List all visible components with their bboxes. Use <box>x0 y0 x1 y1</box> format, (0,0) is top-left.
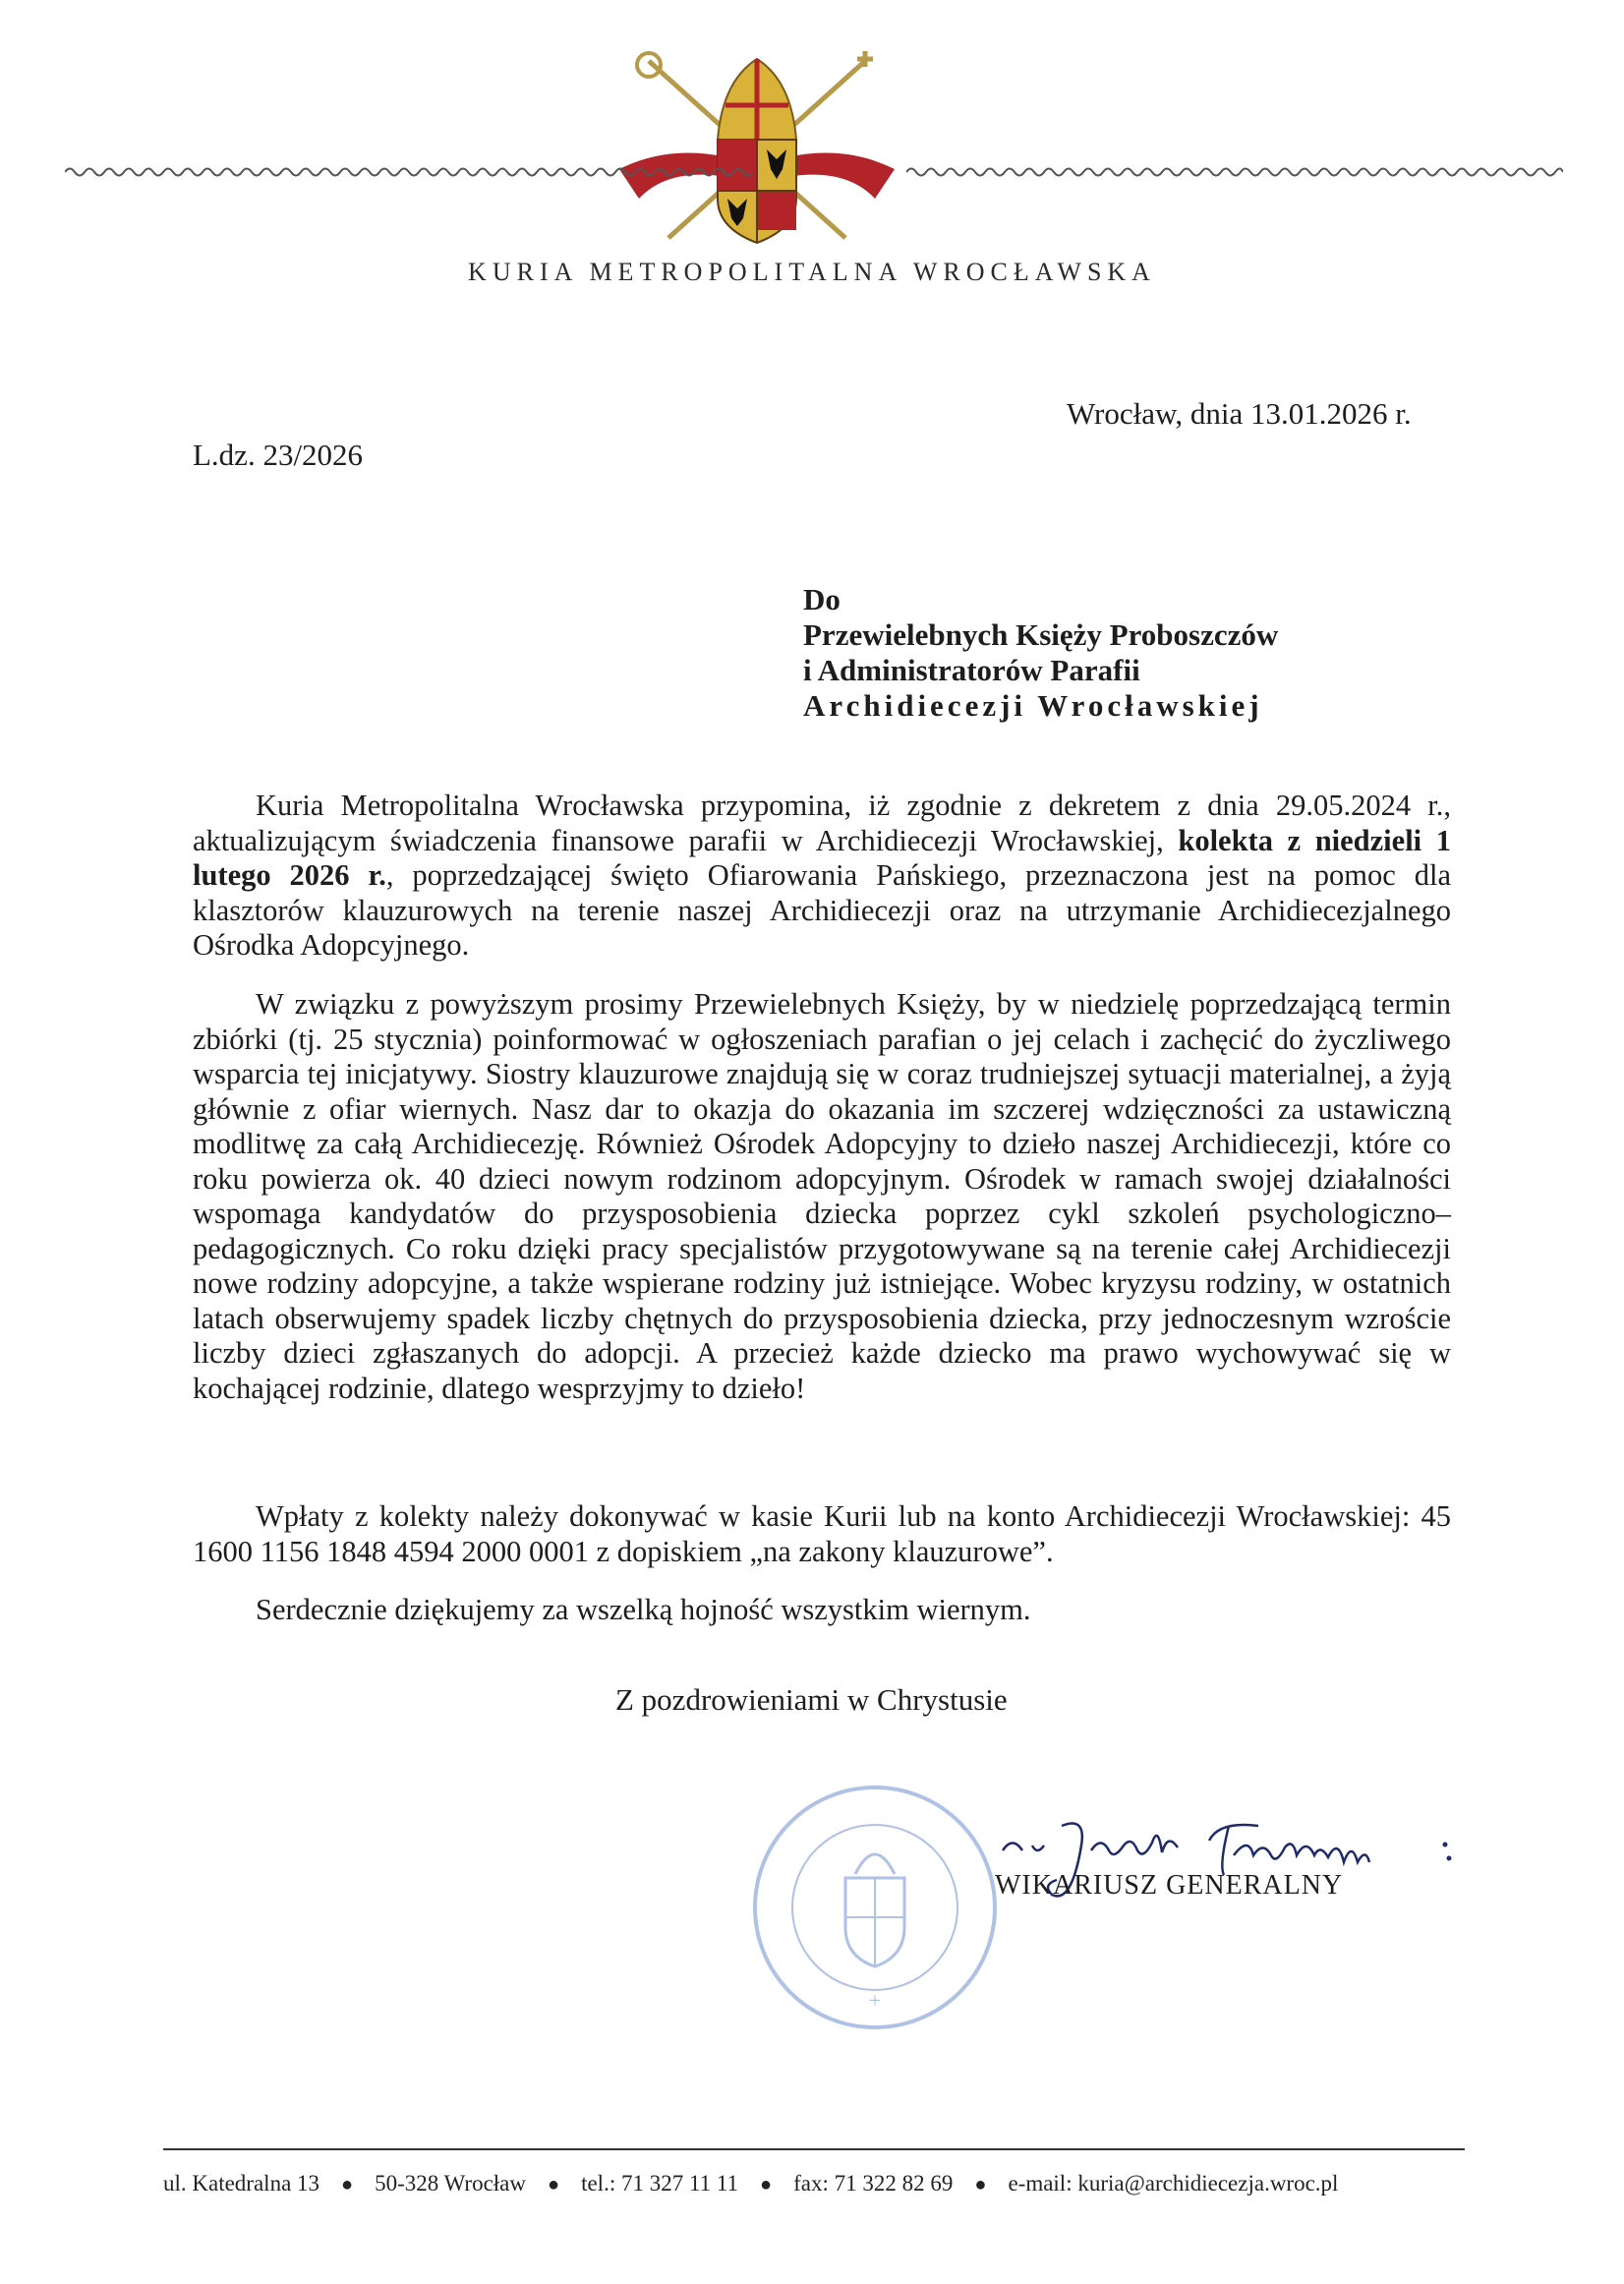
bullet-icon: ● <box>547 2174 560 2196</box>
signer-title: WIKARIUSZ GENERALNY <box>995 1870 1344 1901</box>
bullet-icon: ● <box>974 2174 987 2196</box>
body-paragraph <box>193 789 1451 964</box>
paragraph-bold-text: kolekta z niedzieli 1 lutego 2026 r. <box>193 823 1451 892</box>
bullet-icon: ● <box>341 2174 354 2196</box>
recipient-line: Przewielebnych Księży Proboszczów <box>803 617 1279 652</box>
recipient-line: Do <box>803 582 841 616</box>
official-stamp <box>747 1780 1003 2035</box>
reference-number: L.dz. 23/2026 <box>193 438 364 472</box>
date-line: Wrocław, dnia 13.01.2026 r. <box>1067 396 1412 431</box>
rope-divider-left <box>65 165 753 179</box>
paragraph-text: Kuria Metropolitalna Wrocławska przypomina, iż zgodnie z dekretem z dnia 29.05.2024 r., aktualizującym świadczenia finansowe parafii w Archidiecezji Wrocławskiej, <box>193 789 1451 857</box>
footer-address: ul. Katedralna 13 <box>163 2171 320 2196</box>
footer-phone: tel.: 71 327 11 11 <box>581 2171 738 2196</box>
rope-divider-right <box>906 165 1563 179</box>
letterhead-title: KURIA METROPOLITALNA WROCŁAWSKA <box>468 258 1156 286</box>
footer-fax: fax: 71 322 82 69 <box>793 2171 954 2196</box>
body-paragraph <box>193 1593 1451 1628</box>
footer-divider <box>163 2148 1465 2150</box>
footer-postal: 50-328 Wrocław <box>375 2171 526 2196</box>
body-paragraph <box>193 1499 1451 1569</box>
footer-email[interactable]: e-mail: kuria@archidiecezja.wroc.pl <box>1008 2171 1339 2196</box>
paragraph-text: Serdecznie dziękujemy za wszelką hojność wszystkim wiernym. <box>256 1593 1031 1626</box>
paragraph-text: Wpłaty z kolekty należy dokonywać w kasie Kurii lub na konto Archidiecezji Wrocławskiej: 45 1600 1156 1848 4594 2000 0001 z dopiskiem „na zakony klauzurowe”. <box>193 1499 1451 1568</box>
recipient-line: Archidiecezji Wrocławskiej <box>803 688 1263 723</box>
coat-of-arms-logo <box>609 51 904 248</box>
closing-salutation: Z pozdrowieniami w Chrystusie <box>615 1682 1008 1717</box>
recipient-line: i Administratorów Parafii <box>803 653 1140 687</box>
paragraph-text: W związku z powyższym prosimy Przewielebnych Księży, by w niedzielę poprzedzającą termin zbiórki (tj. 25 stycznia) poinformować w ogłoszeniach parafian o jej celach i zachęcić do życzliwego wsparcia tej inicjatywy. Siostry klauzurowe znajdują się w coraz trudniejszej sytuacji materialnej, a żyją głównie z ofiar wiernych. Nasz dar to okazja do okazania im szczerej wdzięczności za ustawiczną modlitwę za całą Archidiecezję. Również Ośrodek Adopcyjny to dzieło naszej Archidiecezji, które co roku powierza ok. 40 dzieci nowym rodzinom adopcyjnym. Ośrodek w ramach swojej działalności wspomaga kandydatów do przysposobienia dziecka poprzez cykl szkoleń psychologiczno–pedagogicznych. Co roku dzięki pracy specjalistów przygotowywane są na terenie całej Archidiecezji nowe rodziny adopcyjne, a także wspierane rodziny już istniejące. Wobec kryzysu rodziny, w ostatnich latach obserwujemy spadek liczby chętnych do przysposobienia dziecka, przy jednoczesnym wzroście liczby dzieci zgłaszanych do adopcji. A przecież każde dziecko ma prawo wychowywać się w kochającej rodzinie, dlatego wesprzyjmy to dzieło! <box>193 987 1451 1405</box>
svg-text:+: + <box>868 1988 882 2013</box>
recipient-block <box>803 582 1278 724</box>
paragraph-text: , poprzedzającej święto Ofiarowania Pańskiego, przeznaczona jest na pomoc dla klasztorów klauzurowych na terenie naszej Archidiecezji oraz na utrzymanie Archidiecezjalnego Ośrodka Adopcyjnego. <box>193 858 1452 962</box>
body-paragraph <box>193 987 1451 1406</box>
bullet-icon: ● <box>760 2174 773 2196</box>
footer-contact <box>163 2171 1338 2196</box>
